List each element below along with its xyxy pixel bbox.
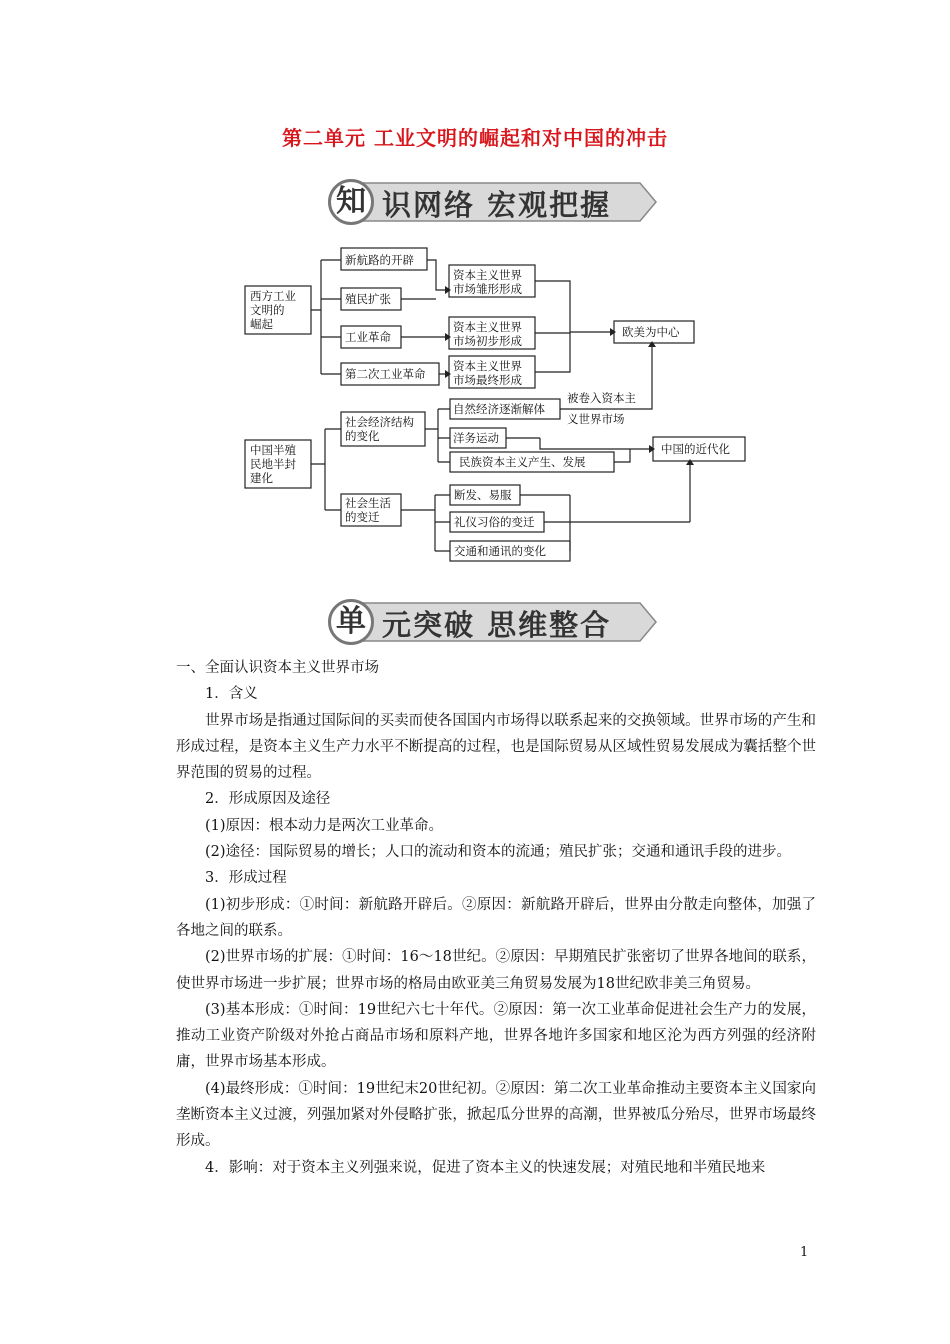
paragraph-process-1: (1)初步形成：①时间：新航路开辟后。②原因：新航路开辟后，世界由分散走向整体，加强了各地之间的联系。 (176, 896, 816, 939)
connector-social-life (401, 495, 450, 551)
banner-text: 识网络 宏观把握 (382, 188, 612, 222)
label-transport: 交通和通讯的变化 (454, 544, 546, 558)
banner-text: 元突破 思维整合 (382, 608, 612, 642)
label-market-initial-2: 市场初步形成 (453, 334, 522, 348)
subheading-process: 3．形成过程 (205, 870, 287, 887)
connector-life-to-modern (520, 495, 690, 551)
label-west-2: 文明的 (250, 303, 285, 317)
connector-euro-us (535, 281, 610, 372)
label-socio-econ-2: 的变化 (345, 429, 380, 443)
label-social-life-2: 的变迁 (345, 510, 380, 524)
paragraph-process-2: (2)世界市场的扩展：①时间：16～18世纪。②原因：早期殖民扩张密切了世界各地间的联系，使世界市场进一步扩展；世界市场的格局由欧亚美三角贸易发展为18世纪欧非美三角贸易。 (176, 949, 816, 992)
label-market-initial-1: 资本主义世界 (453, 320, 522, 334)
paragraph-cause: (1)原因：根本动力是两次工业革命。 (205, 817, 444, 834)
label-new-route: 新航路的开辟 (345, 253, 414, 267)
paragraph-meaning: 世界市场是指通过国际间的买卖而使各国国内市场得以联系起来的交换领域。世界市场的产生和形成过程，是资本主义生产力水平不断提高的过程，也是国际贸易从区域性贸易发展成为囊括整个世界范围的贸易的过程。 (176, 712, 816, 782)
knowledge-network-diagram (240, 240, 760, 570)
label-hair-dress: 断发、易服 (454, 488, 512, 502)
label-market-embryo-1: 资本主义世界 (453, 268, 522, 282)
label-china-2: 民地半封 (250, 457, 296, 471)
label-edge-2: 义世界市场 (567, 412, 625, 426)
label-china-3: 建化 (250, 471, 273, 485)
label-china-1: 中国半殖 (250, 443, 296, 457)
label-national-cap: 民族资本主义产生、发展 (459, 455, 586, 469)
label-market-embryo-2: 市场雏形形成 (453, 282, 522, 296)
label-west-3: 崛起 (250, 317, 273, 331)
heading-1: 一、全面认识资本主义世界市场 (176, 660, 379, 676)
label-west-1: 西方工业 (250, 289, 296, 303)
subheading-meaning: 1．含义 (205, 686, 258, 703)
label-euro-us: 欧美为中心 (622, 325, 680, 339)
connector-china (311, 429, 341, 510)
label-market-final-1: 资本主义世界 (453, 359, 522, 373)
document-title: 第二单元 工业文明的崛起和对中国的冲击 (282, 126, 668, 150)
label-market-final-2: 市场最终形成 (453, 373, 522, 387)
paragraph-path: (2)途径：国际贸易的增长；人口的流动和资本的流通；殖民扩张；交通和通讯手段的进步。 (205, 844, 792, 861)
banner-first-char: 知 (328, 179, 374, 225)
page-number: 1 (800, 1245, 809, 1260)
label-colonial: 殖民扩张 (345, 292, 391, 306)
label-socio-econ-1: 社会经济结构 (345, 415, 414, 429)
paragraph-process-3: (3)基本形成：①时间：19世纪六七十年代。②原因：第一次工业革命促进社会生产力的发展，推动工业资产阶级对外抢占商品市场和原料产地，世界各地许多国家和地区沦为西方列强的经济附庸，世界市场基本形成。 (176, 1001, 816, 1071)
subheading-causes: 2．形成原因及途径 (205, 791, 331, 808)
label-edge-1: 被卷入资本主 (567, 391, 636, 405)
label-social-life-1: 社会生活 (345, 496, 391, 510)
label-ind-rev: 工业革命 (345, 330, 391, 344)
banner-first-char: 单 (328, 599, 374, 645)
label-second-ind-rev: 第二次工业革命 (345, 367, 426, 381)
document-body (176, 655, 816, 1181)
paragraph-impact: 4．影响：对于资本主义列强来说，促进了资本主义的快速发展；对殖民地和半殖民地来 (205, 1159, 766, 1176)
section-banner-knowledge-network (318, 177, 658, 227)
label-etiquette: 礼仪习俗的变迁 (454, 515, 535, 529)
label-westernization: 洋务运动 (453, 431, 499, 445)
connector-socio-econ (425, 409, 450, 462)
paragraph-process-4: (4)最终形成：①时间：19世纪末20世纪初。②原因：第二次工业革命推动主要资本主义国家向垄断资本主义过渡，列强加紧对外侵略扩张，掀起瓜分世界的高潮，世界被瓜分殆尽，世界市场最终形成。 (176, 1080, 816, 1150)
label-natural-econ: 自然经济逐渐解体 (453, 402, 545, 416)
connector-west (311, 260, 341, 374)
section-banner-unit-breakthrough (318, 597, 658, 647)
label-china-modern: 中国的近代化 (661, 442, 730, 456)
